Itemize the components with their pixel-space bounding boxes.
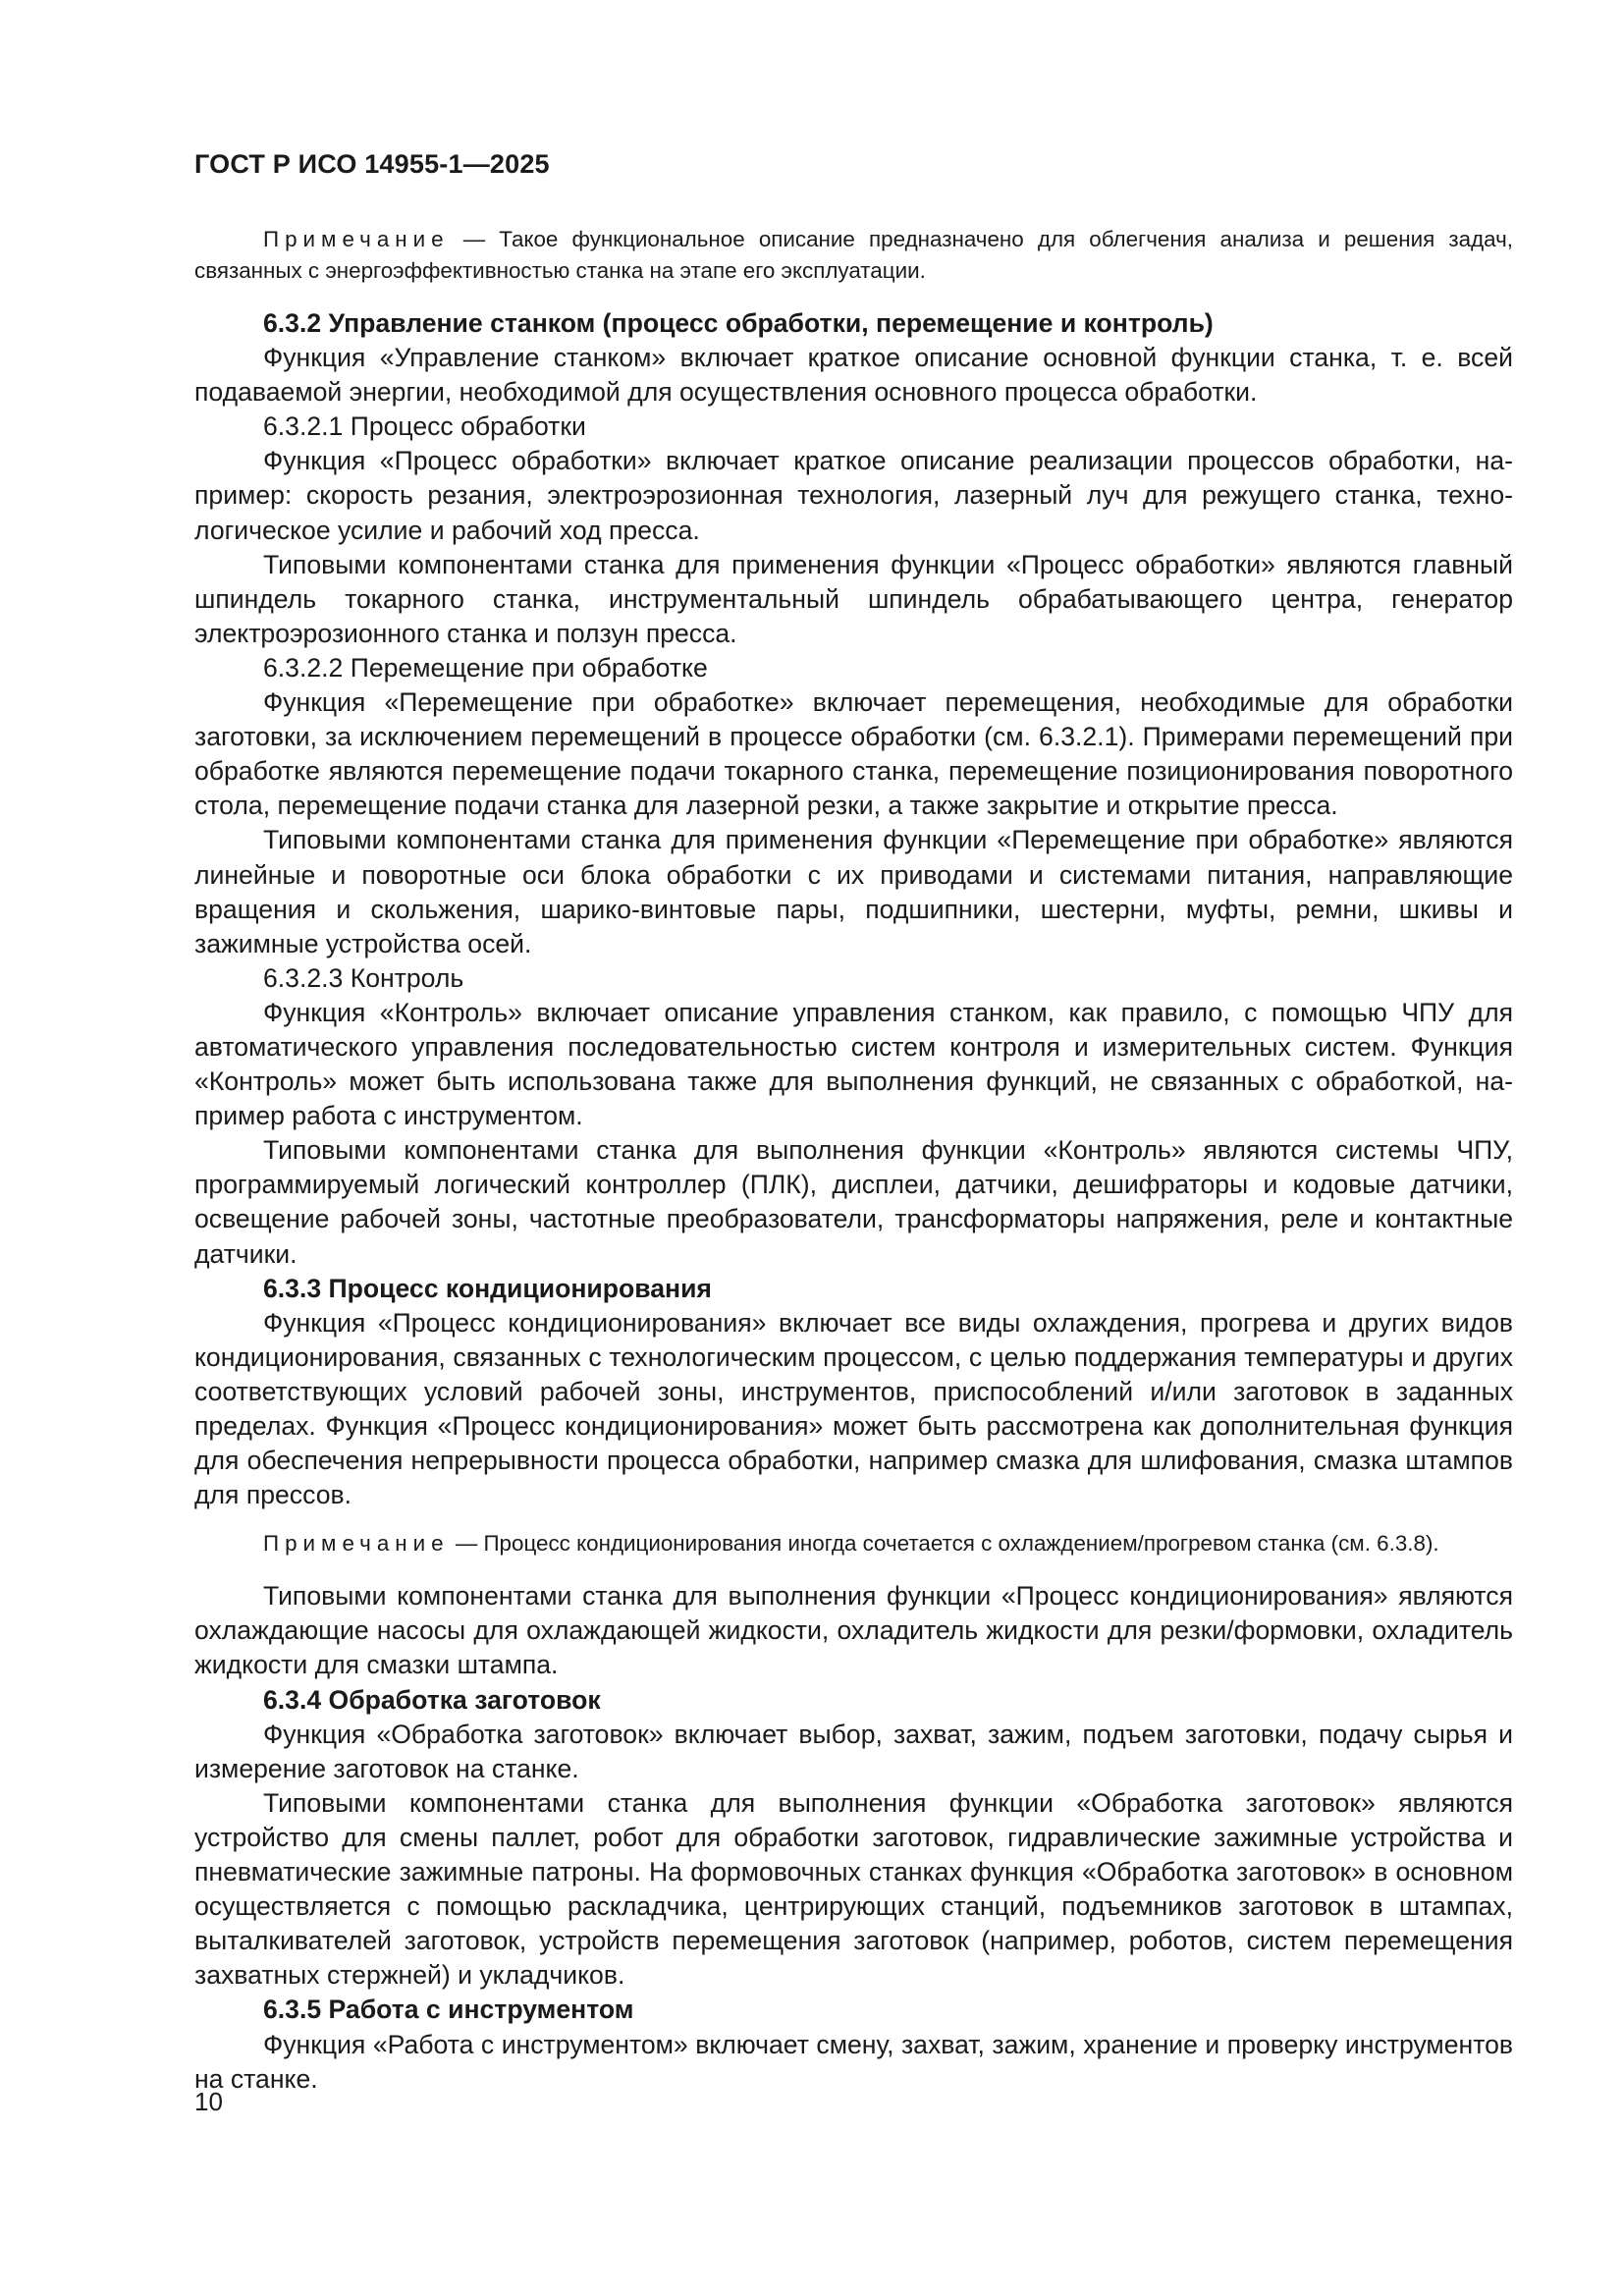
paragraph: Типовыми компонентами станка для применения функции «Процесс обработки» являются главный шпиндель токарного станка, инструментальный шпиндель обрабатывающего центра, генератор электроэрозионного станка и ползун пресса. [194,549,1513,648]
paragraph: Функция «Перемещение при обработке» включает перемещения, необходимые для обработки заготовки, за исключением перемещений в процессе обработки (см. 6.3.2.1). Примерами перемещений при обработке являются перемещение подачи токарного станка, перемещение позиционирования поворотного стола, перемещение подачи станка для лазерной резки, а также закрытие и открытие пресса. [194,687,1513,821]
note-label: Примечание [263,1531,450,1557]
paragraph: Типовыми компонентами станка для выполнения функции «Контроль» являются системы ЧПУ, программируемый логический контроллер (ПЛК), дисплеи, датчики, дешифраторы и кодовые датчики, освещение рабочей зоны, частотные преобразователи, трансформаторы напряжения, реле и контактные датчики. [194,1135,1513,1269]
note-text: — Такое функциональное описание предназначено для облегчения анализа и решения задач, связанных с энергоэффективностью станка на этапе его эксплуатации. [194,227,1513,283]
paragraph: Функция «Обработка заготовок» включает выбор, захват, зажим, подъем заготовки, подачу сырья и измерение заготовок на станке. [194,1719,1513,1783]
page-number: 10 [194,2087,223,2116]
note-paragraph [194,1528,1513,1559]
page-content [194,224,1513,2097]
paragraph: Типовыми компонентами станка для применения функции «Перемещение при обработке» являются линейные и поворотные оси блока обработки с их приводами и системами питания, направляющие вращения и скольжения, шарико-винтовые пары, подшипники, шестерни, муфты, ремни, шкивы и зажимные устройства осей. [194,825,1513,958]
paragraph: Функция «Процесс обработки» включает краткое описание реализации процессов обработки, например: скорость резания, электроэрозионная технология, лазерный луч для режущего станка, технологическое усилие и рабочий ход пресса. [194,446,1513,545]
section-heading-6-3-2: 6.3.2 Управление станком (процесс обработки, перемещение и контроль) [263,308,1214,338]
paragraph: Функция «Процесс кондиционирования» включает все виды охлаждения, прогрева и других видов кондиционирования, связанных с технологическим процессом, с целью поддержания температуры и других соответствующих условий рабочей зоны, инструментов, приспособлений и/или заготовок в заданных пределах. Функция «Процесс кондиционирования» может быть рассмотрена как дополнительная функция для обеспечения непрерывности процесса обработки, например смазка для шлифования, смазка штампов для прессов. [194,1307,1513,1510]
paragraph: Функция «Контроль» включает описание управления станком, как правило, с помощью ЧПУ для автоматического управления последовательностью систем контроля и измерительных систем. Функция «Контроль» может быть использована также для выполнения функций, не связанных с обработкой, например работа с инструментом. [194,997,1513,1131]
paragraph: Типовыми компонентами станка для выполнения функции «Обработка заготовок» являются устройство для смены паллет, робот для обработки заготовок, гидравлические зажимные устройства и пневматические зажимные патроны. На формовочных станках функция «Обработка заготовок» в основном осуществляется с помощью раскладчика, центрирующих станций, подъемников заготовок в штампах, выталкивателей заготовок, устройств перемещения заготовок (например, роботов, систем перемещения захватных стержней) и укладчиков. [194,1787,1513,1991]
document-code-header: ГОСТ Р ИСО 14955-1—2025 [194,149,550,179]
paragraph: Типовыми компонентами станка для выполнения функции «Процесс кондиционирования» являются охлаждающие насосы для охлаждающей жидкости, охладитель жидкости для резки/формовки, охладитель жидкости для смазки штампа. [194,1581,1513,1680]
subsection-heading-6-3-2-3: 6.3.2.3 Контроль [263,962,464,993]
section-heading-6-3-3: 6.3.3 Процесс кондиционирования [263,1273,712,1303]
section-heading-6-3-4: 6.3.4 Обработка заготовок [263,1684,601,1715]
subsection-heading-6-3-2-1: 6.3.2.1 Процесс обработки [263,411,586,442]
paragraph: Функция «Управление станком» включает краткое описание основной функции станка, т. е. всей подаваемой энергии, необходимой для осуществления основного процесса обработки. [194,343,1513,408]
paragraph: Функция «Работа с инструментом» включает смену, захват, зажим, хранение и проверку инструментов на станке. [194,2029,1513,2094]
subsection-heading-6-3-2-2: 6.3.2.2 Перемещение при обработке [263,652,708,683]
note-paragraph [194,224,1513,287]
note-text: — Процесс кондиционирования иногда сочетается с охлаждением/прогревом станка (см. 6.3.8). [449,1531,1439,1557]
section-heading-6-3-5: 6.3.5 Работа с инструментом [263,1995,634,2025]
note-label: Примечание [263,227,450,251]
